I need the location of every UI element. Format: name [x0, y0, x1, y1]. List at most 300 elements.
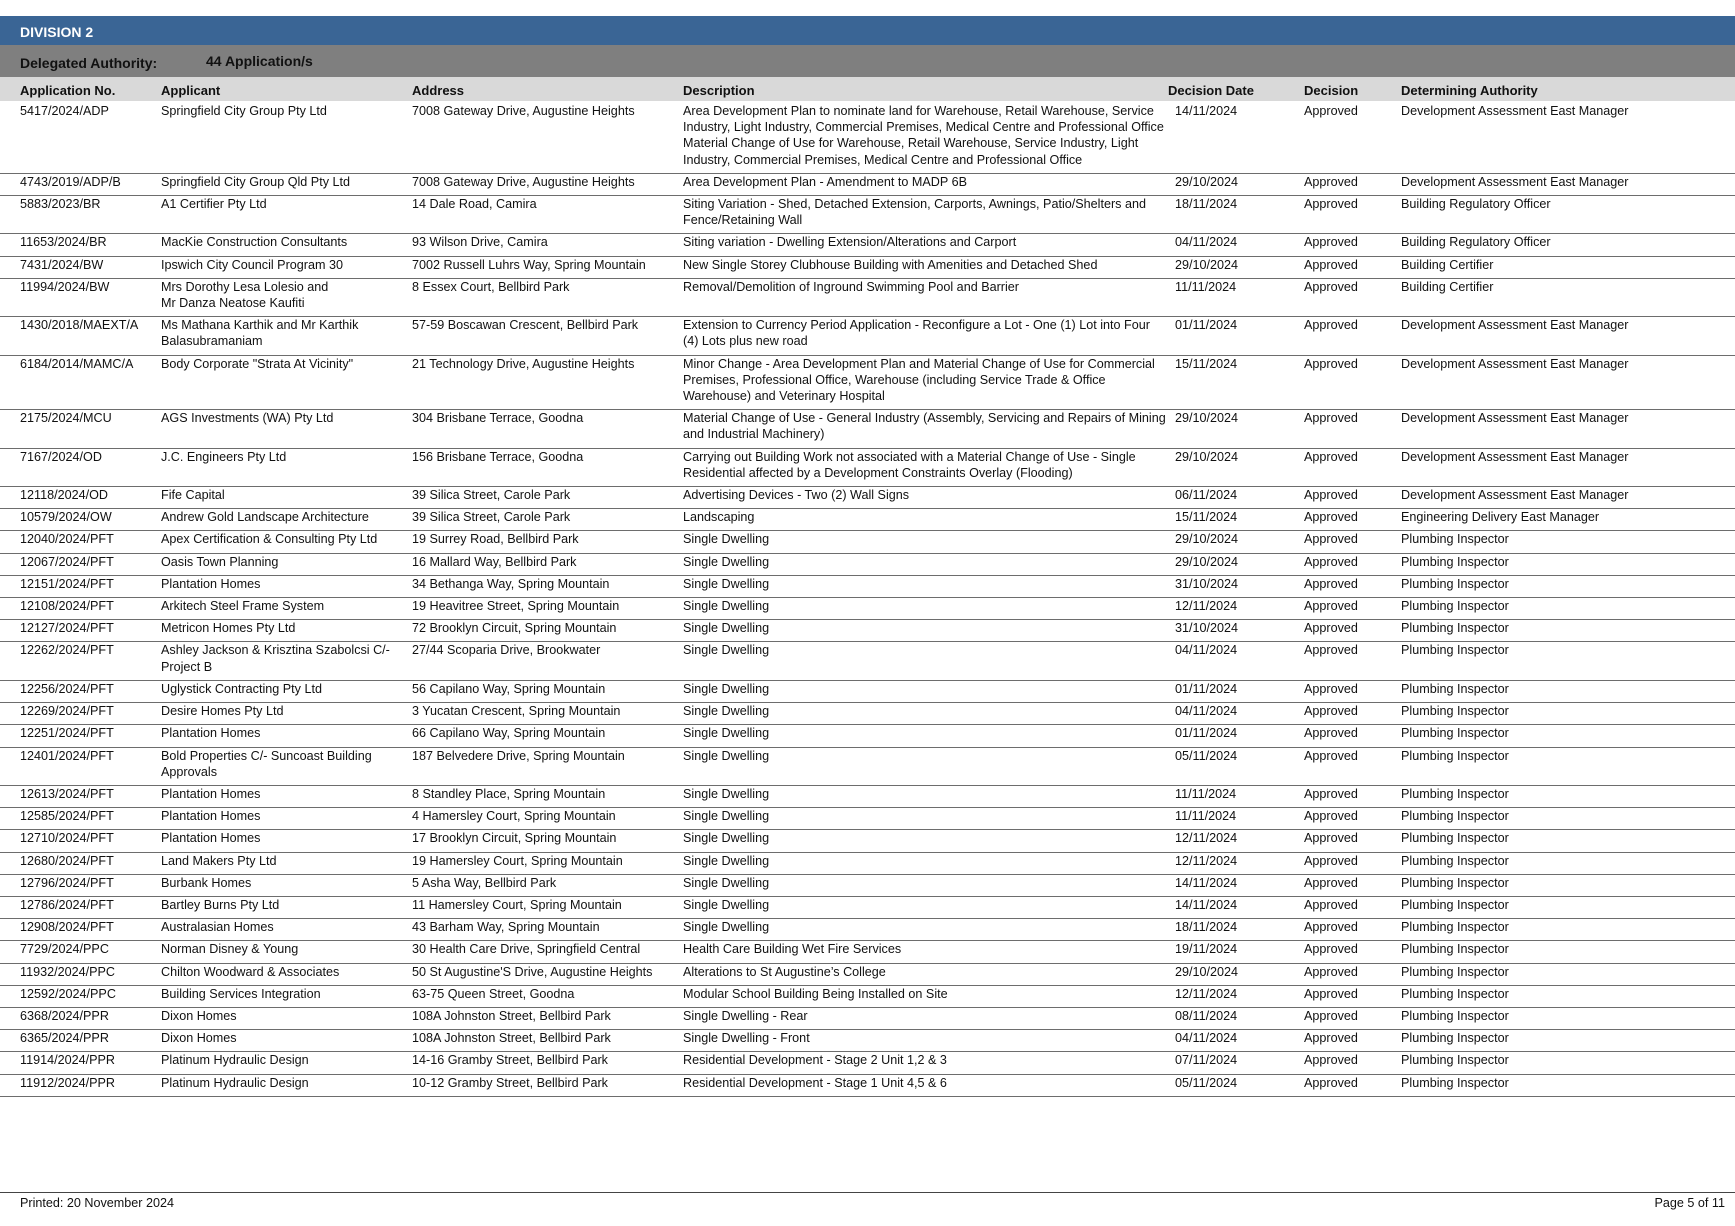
table-row [0, 531, 1735, 553]
cell-decision-date: 14/11/2024 [1175, 875, 1238, 890]
table-row [0, 598, 1735, 620]
cell-applicant: Bartley Burns Pty Ltd [161, 897, 280, 912]
cell-address: 43 Barham Way, Spring Mountain [412, 920, 600, 935]
cell-applicant: Dixon Homes [161, 1031, 237, 1046]
column-header-description: Description [683, 83, 755, 98]
cell-application-no: 11914/2024/PPR [20, 1053, 115, 1068]
table-row [0, 941, 1735, 963]
cell-application-no: 12262/2024/PFT [20, 643, 114, 658]
cell-description: Single Dwelling - Rear [683, 1008, 808, 1023]
cell-applicant: Australasian Homes [161, 920, 274, 935]
cell-application-no: 11653/2024/BR [20, 235, 107, 250]
cell-address: 50 St Augustine'S Drive, Augustine Heights [412, 964, 653, 979]
cell-description: Single Dwelling [683, 704, 770, 719]
cell-address: 7008 Gateway Drive, Augustine Heights [412, 174, 635, 189]
cell-applicant: Bold Properties C/- Suncoast Building Approvals [161, 748, 372, 779]
cell-applicant: Apex Certification & Consulting Pty Ltd [161, 532, 378, 547]
cell-decision-date: 01/11/2024 [1175, 726, 1238, 741]
column-header-application-no: Application No. [20, 83, 116, 98]
cell-decision-date: 05/11/2024 [1175, 748, 1238, 763]
cell-applicant: MacKie Construction Consultants [161, 235, 348, 250]
cell-description: Single Dwelling [683, 681, 770, 696]
cell-applicant: J.C. Engineers Pty Ltd [161, 449, 287, 464]
cell-decision-date: 01/11/2024 [1175, 318, 1238, 333]
cell-decision: Approved [1304, 411, 1358, 426]
cell-application-no: 6368/2024/PPR [20, 1008, 109, 1023]
cell-address: 72 Brooklyn Circuit, Spring Mountain [412, 621, 617, 636]
cell-determining-authority: Plumbing Inspector [1401, 942, 1509, 957]
cell-address: 14 Dale Road, Camira [412, 197, 537, 212]
cell-determining-authority: Development Assessment East Manager [1401, 449, 1629, 464]
cell-decision-date: 01/11/2024 [1175, 681, 1238, 696]
table-row [0, 985, 1735, 1007]
cell-description: Carrying out Building Work not associated with a Material Change of Use - Single Residential affected by a Development Constraints Overlay (Flooding) [683, 449, 1136, 480]
cell-application-no: 12680/2024/PFT [20, 853, 114, 868]
cell-decision-date: 29/10/2024 [1175, 449, 1239, 464]
table-row [0, 487, 1735, 509]
cell-decision-date: 18/11/2024 [1175, 197, 1238, 212]
table-row [0, 785, 1735, 807]
cell-applicant: Andrew Gold Landscape Architecture [161, 510, 369, 525]
table-row [0, 410, 1735, 448]
cell-description: Single Dwelling [683, 897, 770, 912]
cell-address: 30 Health Care Drive, Springfield Central [412, 942, 641, 957]
cell-decision-date: 12/11/2024 [1175, 986, 1238, 1001]
cell-application-no: 7431/2024/BW [20, 257, 104, 272]
cell-decision: Approved [1304, 786, 1358, 801]
cell-decision-date: 29/10/2024 [1175, 532, 1239, 547]
cell-applicant: Platinum Hydraulic Design [161, 1075, 309, 1090]
cell-address: 21 Technology Drive, Augustine Heights [412, 356, 635, 371]
cell-decision: Approved [1304, 174, 1358, 189]
cell-applicant: Oasis Town Planning [161, 554, 279, 569]
applications-table [0, 103, 1735, 1097]
table-row [0, 256, 1735, 278]
cell-determining-authority: Development Assessment East Manager [1401, 318, 1629, 333]
cell-applicant: Plantation Homes [161, 786, 261, 801]
cell-address: 17 Brooklyn Circuit, Spring Mountain [412, 831, 617, 846]
table-row [0, 620, 1735, 642]
cell-determining-authority: Plumbing Inspector [1401, 964, 1509, 979]
cell-applicant: Ipswich City Council Program 30 [161, 257, 343, 272]
cell-determining-authority: Engineering Delivery East Manager [1401, 510, 1600, 525]
cell-decision-date: 31/10/2024 [1175, 621, 1239, 636]
cell-address: 10-12 Gramby Street, Bellbird Park [412, 1075, 608, 1090]
cell-application-no: 12796/2024/PFT [20, 875, 114, 890]
table-row [0, 553, 1735, 575]
cell-address: 39 Silica Street, Carole Park [412, 488, 571, 503]
cell-determining-authority: Plumbing Inspector [1401, 621, 1509, 636]
cell-description: Single Dwelling [683, 920, 770, 935]
cell-description: Single Dwelling [683, 643, 770, 658]
cell-description: Siting Variation - Shed, Detached Extension, Carports, Awnings, Patio/Shelters and Fence/Retaining Wall [683, 197, 1146, 228]
cell-address: 108A Johnston Street, Bellbird Park [412, 1008, 611, 1023]
table-row [0, 896, 1735, 918]
cell-address: 7002 Russell Luhrs Way, Spring Mountain [412, 257, 646, 272]
cell-decision: Approved [1304, 1008, 1358, 1023]
table-row [0, 747, 1735, 785]
cell-decision: Approved [1304, 356, 1358, 371]
cell-applicant: Mrs Dorothy Lesa Lolesio and Mr Danza Neatose Kaufiti [161, 279, 329, 311]
cell-description: Single Dwelling [683, 621, 770, 636]
cell-decision: Approved [1304, 576, 1358, 591]
cell-determining-authority: Building Certifier [1401, 257, 1494, 272]
cell-application-no: 7167/2024/OD [20, 449, 102, 464]
cell-decision: Approved [1304, 942, 1358, 957]
cell-description: Area Development Plan to nominate land for Warehouse, Retail Warehouse, Service Industry, Light Industry, Commercial Premises, Medical Centre and Professional Office Material Change of Use for Warehouse, Retail Warehouse, Service Industry, Light Industry, Commercial Premises, Medical Centre and Professional Office [683, 104, 1164, 167]
cell-determining-authority: Plumbing Inspector [1401, 1031, 1509, 1046]
cell-decision-date: 31/10/2024 [1175, 576, 1239, 591]
cell-description: Minor Change - Area Development Plan and Material Change of Use for Commercial Premises, Professional Office, Warehouse (including Service Trade & Office Warehouse) and Veterinary Hospital [683, 356, 1155, 404]
cell-description: Siting variation - Dwelling Extension/Alterations and Carport [683, 235, 1017, 250]
cell-decision: Approved [1304, 532, 1358, 547]
cell-address: 8 Standley Place, Spring Mountain [412, 786, 606, 801]
cell-decision: Approved [1304, 897, 1358, 912]
cell-applicant: AGS Investments (WA) Pty Ltd [161, 411, 334, 426]
table-row [0, 874, 1735, 896]
cell-description: Residential Development - Stage 2 Unit 1,2 & 3 [683, 1053, 947, 1068]
cell-application-no: 10579/2024/OW [20, 510, 112, 525]
cell-decision-date: 14/11/2024 [1175, 104, 1238, 118]
table-row [0, 963, 1735, 985]
cell-decision-date: 11/11/2024 [1175, 786, 1237, 801]
cell-decision-date: 14/11/2024 [1175, 897, 1238, 912]
cell-determining-authority: Development Assessment East Manager [1401, 488, 1629, 503]
cell-decision-date: 29/10/2024 [1175, 964, 1239, 979]
cell-decision-date: 06/11/2024 [1175, 488, 1238, 503]
cell-address: 39 Silica Street, Carole Park [412, 510, 571, 525]
cell-decision: Approved [1304, 449, 1358, 464]
cell-decision: Approved [1304, 831, 1358, 846]
table-row [0, 1074, 1735, 1096]
cell-application-no: 4743/2019/ADP/B [20, 174, 121, 189]
cell-decision: Approved [1304, 853, 1358, 868]
cell-determining-authority: Building Regulatory Officer [1401, 235, 1551, 250]
cell-applicant: Springfield City Group Pty Ltd [161, 104, 327, 118]
cell-application-no: 11994/2024/BW [20, 279, 110, 294]
table-row [0, 1030, 1735, 1052]
cell-determining-authority: Plumbing Inspector [1401, 576, 1509, 591]
cell-description: Single Dwelling [683, 875, 770, 890]
cell-description: Single Dwelling [683, 748, 770, 763]
cell-decision-date: 29/10/2024 [1175, 554, 1239, 569]
cell-determining-authority: Development Assessment East Manager [1401, 356, 1629, 371]
cell-application-no: 12269/2024/PFT [20, 704, 114, 719]
cell-determining-authority: Plumbing Inspector [1401, 786, 1509, 801]
cell-application-no: 12108/2024/PFT [20, 599, 114, 614]
cell-decision-date: 12/11/2024 [1175, 599, 1238, 614]
cell-decision-date: 04/11/2024 [1175, 1031, 1238, 1046]
cell-address: 93 Wilson Drive, Camira [412, 235, 548, 250]
table-row [0, 642, 1735, 680]
cell-decision-date: 12/11/2024 [1175, 831, 1238, 846]
cell-application-no: 12710/2024/PFT [20, 831, 114, 846]
cell-description: Removal/Demolition of Inground Swimming Pool and Barrier [683, 279, 1019, 294]
cell-application-no: 12040/2024/PFT [20, 532, 114, 547]
cell-applicant: A1 Certifier Pty Ltd [161, 197, 267, 212]
table-row [0, 448, 1735, 486]
cell-applicant: Body Corporate "Strata At Vicinity" [161, 356, 354, 371]
cell-application-no: 5417/2024/ADP [20, 104, 109, 118]
cell-determining-authority: Plumbing Inspector [1401, 809, 1509, 824]
cell-decision: Approved [1304, 510, 1358, 525]
cell-decision-date: 29/10/2024 [1175, 174, 1239, 189]
cell-application-no: 12908/2024/PFT [20, 920, 114, 935]
cell-application-no: 12127/2024/PFT [20, 621, 114, 636]
column-header-decision-date: Decision Date [1168, 83, 1254, 98]
table-row [0, 808, 1735, 830]
authority-label: Delegated Authority: [20, 55, 158, 71]
cell-description: Alterations to St Augustine’s College [683, 964, 886, 979]
table-row [0, 919, 1735, 941]
table-row [0, 575, 1735, 597]
cell-address: 187 Belvedere Drive, Spring Mountain [412, 748, 625, 763]
cell-decision: Approved [1304, 488, 1358, 503]
cell-application-no: 12585/2024/PFT [20, 809, 114, 824]
cell-address: 108A Johnston Street, Bellbird Park [412, 1031, 611, 1046]
cell-decision-date: 29/10/2024 [1175, 411, 1239, 426]
cell-decision: Approved [1304, 257, 1358, 272]
cell-applicant: Chilton Woodward & Associates [161, 964, 340, 979]
cell-determining-authority: Plumbing Inspector [1401, 986, 1509, 1001]
cell-decision: Approved [1304, 681, 1358, 696]
cell-decision-date: 18/11/2024 [1175, 920, 1238, 935]
cell-decision: Approved [1304, 964, 1358, 979]
cell-decision-date: 05/11/2024 [1175, 1075, 1238, 1090]
cell-applicant: Plantation Homes [161, 726, 261, 741]
cell-decision: Approved [1304, 748, 1358, 763]
cell-applicant: Land Makers Pty Ltd [161, 853, 277, 868]
cell-determining-authority: Building Regulatory Officer [1401, 197, 1551, 212]
cell-decision: Approved [1304, 920, 1358, 935]
cell-description: Advertising Devices - Two (2) Wall Signs [683, 488, 910, 503]
cell-address: 16 Mallard Way, Bellbird Park [412, 554, 577, 569]
cell-determining-authority: Plumbing Inspector [1401, 532, 1509, 547]
cell-description: Material Change of Use - General Industry (Assembly, Servicing and Repairs of Mining and Industrial Machinery) [683, 411, 1166, 442]
cell-applicant: Norman Disney & Young [161, 942, 299, 957]
cell-decision: Approved [1304, 599, 1358, 614]
cell-determining-authority: Plumbing Inspector [1401, 897, 1509, 912]
cell-determining-authority: Plumbing Inspector [1401, 554, 1509, 569]
cell-application-no: 12067/2024/PFT [20, 554, 114, 569]
cell-applicant: Plantation Homes [161, 576, 261, 591]
cell-description: Single Dwelling [683, 554, 770, 569]
cell-description: Single Dwelling [683, 576, 770, 591]
cell-address: 19 Surrey Road, Bellbird Park [412, 532, 579, 547]
cell-decision: Approved [1304, 621, 1358, 636]
table-row [0, 173, 1735, 195]
table-row [0, 103, 1735, 173]
cell-decision: Approved [1304, 704, 1358, 719]
cell-address: 304 Brisbane Terrace, Goodna [412, 411, 584, 426]
cell-address: 19 Heavitree Street, Spring Mountain [412, 599, 620, 614]
cell-applicant: Fife Capital [161, 488, 225, 503]
table-row [0, 1007, 1735, 1029]
cell-determining-authority: Plumbing Inspector [1401, 599, 1509, 614]
cell-determining-authority: Plumbing Inspector [1401, 875, 1509, 890]
cell-application-no: 11932/2024/PPC [20, 964, 115, 979]
cell-application-no: 6365/2024/PPR [20, 1031, 109, 1046]
cell-decision: Approved [1304, 318, 1358, 333]
cell-determining-authority: Plumbing Inspector [1401, 681, 1509, 696]
cell-description: New Single Storey Clubhouse Building with Amenities and Detached Shed [683, 257, 1098, 272]
table-row [0, 196, 1735, 234]
cell-address: 63-75 Queen Street, Goodna [412, 986, 575, 1001]
applications-table-body [0, 103, 1735, 1096]
cell-address: 56 Capilano Way, Spring Mountain [412, 681, 606, 696]
cell-applicant: Arkitech Steel Frame System [161, 599, 325, 614]
cell-application-no: 12151/2024/PFT [20, 576, 114, 591]
cell-description: Single Dwelling [683, 853, 770, 868]
cell-applicant: Desire Homes Pty Ltd [161, 704, 284, 719]
cell-description: Single Dwelling [683, 831, 770, 846]
cell-applicant: Ms Mathana Karthik and Mr Karthik Balasubramaniam [161, 318, 359, 349]
table-row [0, 234, 1735, 256]
cell-applicant: Plantation Homes [161, 809, 261, 824]
cell-decision: Approved [1304, 986, 1358, 1001]
cell-description: Residential Development - Stage 1 Unit 4,5 & 6 [683, 1075, 947, 1090]
cell-address: 3 Yucatan Crescent, Spring Mountain [412, 704, 621, 719]
table-row [0, 1052, 1735, 1074]
cell-decision-date: 15/11/2024 [1175, 356, 1238, 371]
cell-decision-date: 12/11/2024 [1175, 853, 1238, 868]
table-row [0, 680, 1735, 702]
cell-applicant: Burbank Homes [161, 875, 252, 890]
cell-applicant: Plantation Homes [161, 831, 261, 846]
cell-determining-authority: Development Assessment East Manager [1401, 174, 1629, 189]
cell-description: Single Dwelling [683, 599, 770, 614]
column-header-address: Address [412, 83, 465, 98]
cell-determining-authority: Plumbing Inspector [1401, 831, 1509, 846]
column-header-applicant: Applicant [161, 83, 221, 98]
cell-description: Single Dwelling [683, 786, 770, 801]
cell-address: 5 Asha Way, Bellbird Park [412, 875, 557, 890]
cell-decision-date: 08/11/2024 [1175, 1008, 1238, 1023]
table-row [0, 830, 1735, 852]
cell-address: 19 Hamersley Court, Spring Mountain [412, 853, 623, 868]
column-header-decision: Decision [1304, 83, 1359, 98]
cell-application-no: 12251/2024/PFT [20, 726, 114, 741]
cell-decision-date: 04/11/2024 [1175, 235, 1238, 250]
cell-determining-authority: Plumbing Inspector [1401, 1053, 1509, 1068]
cell-description: Modular School Building Being Installed on Site [683, 986, 948, 1001]
cell-description: Single Dwelling [683, 532, 770, 547]
cell-decision-date: 15/11/2024 [1175, 510, 1238, 525]
cell-application-no: 2175/2024/MCU [20, 411, 112, 426]
cell-application-no: 12786/2024/PFT [20, 897, 114, 912]
cell-determining-authority: Development Assessment East Manager [1401, 411, 1629, 426]
cell-address: 8 Essex Court, Bellbird Park [412, 279, 570, 294]
application-count: 44 Application/s [206, 53, 313, 69]
cell-determining-authority: Plumbing Inspector [1401, 1008, 1509, 1023]
cell-application-no: 11912/2024/PPR [20, 1075, 115, 1090]
cell-description: Single Dwelling [683, 809, 770, 824]
cell-address: 27/44 Scoparia Drive, Brookwater [412, 643, 601, 658]
cell-applicant: Springfield City Group Qld Pty Ltd [161, 174, 350, 189]
cell-decision: Approved [1304, 197, 1358, 212]
cell-decision-date: 19/11/2024 [1175, 942, 1238, 957]
cell-applicant: Uglystick Contracting Pty Ltd [161, 681, 322, 696]
cell-application-no: 12613/2024/PFT [20, 786, 114, 801]
printed-date: Printed: 20 November 2024 [20, 1196, 175, 1210]
cell-description: Landscaping [683, 510, 755, 525]
cell-decision: Approved [1304, 1031, 1358, 1046]
division-header: DIVISION 2 [0, 16, 1735, 45]
cell-applicant: Platinum Hydraulic Design [161, 1053, 309, 1068]
cell-applicant: Building Services Integration [161, 986, 321, 1001]
cell-determining-authority: Plumbing Inspector [1401, 704, 1509, 719]
cell-application-no: 7729/2024/PPC [20, 942, 109, 957]
cell-application-no: 12592/2024/PPC [20, 986, 116, 1001]
page-number: Page 5 of 11 [1654, 1196, 1725, 1210]
table-row [0, 278, 1735, 316]
cell-address: 7008 Gateway Drive, Augustine Heights [412, 104, 635, 118]
column-header-row [0, 77, 1735, 101]
cell-decision: Approved [1304, 726, 1358, 741]
cell-determining-authority: Plumbing Inspector [1401, 1075, 1509, 1090]
cell-decision: Approved [1304, 1053, 1358, 1068]
cell-decision: Approved [1304, 1075, 1358, 1090]
cell-determining-authority: Plumbing Inspector [1401, 920, 1509, 935]
authority-bar [0, 45, 1735, 77]
cell-application-no: 1430/2018/MAEXT/A [20, 318, 139, 333]
cell-decision-date: 11/11/2024 [1175, 279, 1237, 294]
cell-applicant: Metricon Homes Pty Ltd [161, 621, 296, 636]
cell-address: 57-59 Boscawan Crescent, Bellbird Park [412, 318, 639, 333]
cell-application-no: 12118/2024/OD [20, 488, 108, 503]
cell-description: Area Development Plan - Amendment to MADP 6B [683, 174, 967, 189]
cell-decision-date: 29/10/2024 [1175, 257, 1239, 272]
cell-description: Extension to Currency Period Application - Reconfigure a Lot - One (1) Lot into Four (4) Lots plus new road [683, 318, 1150, 349]
cell-decision-date: 04/11/2024 [1175, 643, 1238, 658]
cell-applicant: Dixon Homes [161, 1008, 237, 1023]
table-row [0, 509, 1735, 531]
column-header-determining-authority: Determining Authority [1401, 83, 1538, 98]
cell-decision-date: 04/11/2024 [1175, 704, 1238, 719]
cell-description: Single Dwelling [683, 726, 770, 741]
cell-decision: Approved [1304, 104, 1358, 118]
cell-address: 156 Brisbane Terrace, Goodna [412, 449, 584, 464]
table-row [0, 317, 1735, 355]
cell-application-no: 5883/2023/BR [20, 197, 101, 212]
cell-address: 11 Hamersley Court, Spring Mountain [412, 897, 622, 912]
table-row [0, 355, 1735, 410]
cell-determining-authority: Plumbing Inspector [1401, 748, 1509, 763]
cell-decision-date: 11/11/2024 [1175, 809, 1237, 824]
page-footer [0, 1192, 1735, 1210]
table-row [0, 703, 1735, 725]
cell-decision: Approved [1304, 809, 1358, 824]
cell-applicant: Ashley Jackson & Krisztina Szabolcsi C/- Project B [161, 643, 390, 674]
cell-application-no: 6184/2014/MAMC/A [20, 356, 134, 371]
cell-decision: Approved [1304, 554, 1358, 569]
cell-determining-authority: Building Certifier [1401, 279, 1494, 294]
cell-decision: Approved [1304, 875, 1358, 890]
cell-address: 4 Hamersley Court, Spring Mountain [412, 809, 616, 824]
cell-application-no: 12256/2024/PFT [20, 681, 114, 696]
cell-determining-authority: Development Assessment East Manager [1401, 104, 1629, 118]
cell-description: Health Care Building Wet Fire Services [683, 942, 902, 957]
cell-address: 14-16 Gramby Street, Bellbird Park [412, 1053, 608, 1068]
cell-description: Single Dwelling - Front [683, 1031, 810, 1046]
cell-determining-authority: Plumbing Inspector [1401, 643, 1509, 658]
cell-address: 66 Capilano Way, Spring Mountain [412, 726, 606, 741]
cell-determining-authority: Plumbing Inspector [1401, 726, 1509, 741]
cell-decision: Approved [1304, 279, 1358, 294]
cell-decision-date: 07/11/2024 [1175, 1053, 1238, 1068]
table-row [0, 725, 1735, 747]
cell-application-no: 12401/2024/PFT [20, 748, 114, 763]
